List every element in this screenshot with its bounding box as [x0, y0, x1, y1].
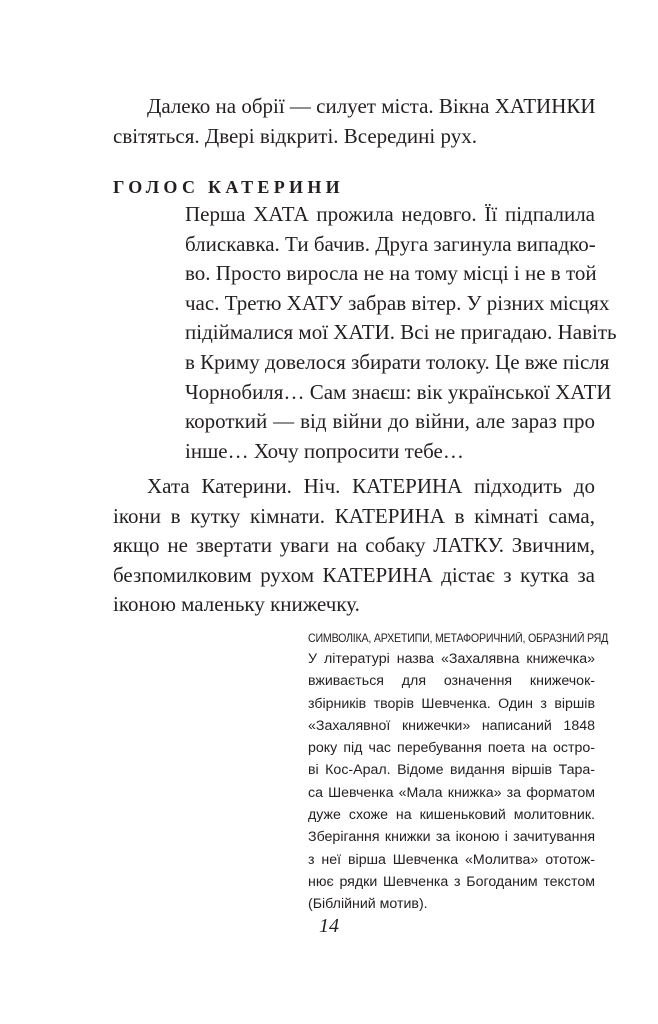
sidenote-box — [308, 630, 609, 916]
dialogue-paragraph — [185, 200, 617, 466]
text-line: світяться. Двері відкриті. Всередині рух. — [113, 123, 477, 148]
text-line: підіймалися мої ХАТИ. Всі не пригадаю. Навіть — [185, 320, 617, 345]
text-line: безпомилковим рухом КАТЕРИНА дістає з кутка за — [113, 562, 595, 587]
text-line: ві Кос-Арал. Відоме видання віршів Тара- — [308, 762, 595, 779]
stage-direction-paragraph-2 — [113, 472, 595, 620]
text-line: Далеко на обрії — силует міста. Вікна ХАТИНКИ — [147, 94, 596, 118]
text-line: блискавка. Ти бачив. Друга загинула випадко- — [185, 231, 596, 256]
text-line: нює рядки Шевченка з Богоданим текстом — [308, 873, 595, 890]
text-line: «Захалявної книжечки» написаний 1848 — [308, 717, 595, 734]
text-line: во. Просто виросла не на тому місці і не в той — [185, 261, 597, 286]
stage-direction-paragraph-1 — [113, 92, 596, 151]
sidenote-body — [308, 648, 595, 916]
speaker-heading: ГОЛОС КАТЕРИНИ — [113, 177, 344, 197]
text-line: інше… Хочу попросити тебе… — [185, 438, 464, 463]
text-line: якщо не звертати уваги на собаку ЛАТКУ. Звичним, — [113, 533, 595, 558]
text-line: Хата Катерини. Ніч. КАТЕРИНА підходить до — [147, 474, 595, 498]
text-line: Перша ХАТА прожила недовго. Її підпалила — [185, 202, 595, 226]
text-line: час. Третю ХАТУ забрав вітер. У різних місцях — [185, 290, 610, 315]
text-line: короткий — від війни до війни, але зараз про — [185, 409, 595, 434]
text-line: са Шевченка «Мала книжка» за форматом — [308, 784, 595, 801]
text-line: іконою маленьку книжечку. — [113, 592, 360, 617]
sidenote-heading: СИМВОЛІКА, АРХЕТИПИ, МЕТАФОРИЧНИЙ, ОБРАЗНИЙ РЯД — [308, 632, 609, 645]
text-line: Чорнобиля… Сам знаєш: вік української ХАТИ — [185, 379, 612, 404]
text-line: з неї вірша Шевченка «Молитва» ототож- — [308, 851, 595, 868]
text-line: вживається для означення книжечок- — [308, 673, 595, 690]
text-line: ікони в кутку кімнати. КАТЕРИНА в кімнаті сама, — [113, 503, 595, 528]
text-line: в Криму довелося збирати толоку. Це вже після — [185, 349, 610, 374]
text-line: Зберігання книжки за іконою і зачитування — [308, 829, 595, 846]
text-line: збірників творів Шевченка. Один з віршів — [308, 695, 595, 712]
page-number: 14 — [319, 915, 339, 937]
text-line: дуже схоже на кишеньковий молитовник. — [308, 807, 595, 824]
text-line: (Біблійний мотив). — [308, 896, 428, 913]
text-line: У літературі назва «Захалявна книжечка» — [308, 651, 595, 667]
text-line: року під час перебування поета на остро- — [308, 740, 595, 757]
